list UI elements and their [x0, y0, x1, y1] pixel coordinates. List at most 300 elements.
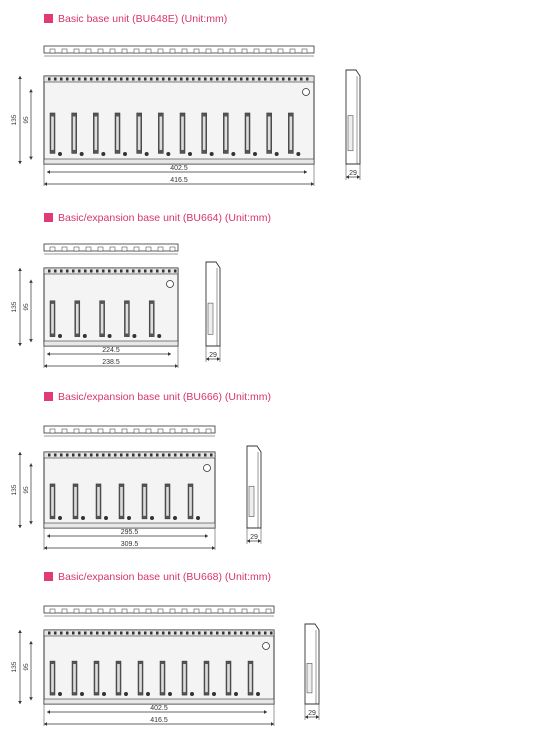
pin [120, 632, 123, 635]
rail-notch [182, 609, 187, 613]
rail-notch [98, 609, 103, 613]
title-text: Basic/expansion base unit (BU666) (Unit:mm) [58, 391, 272, 403]
front-view-body [44, 268, 178, 346]
slot-connector-pins [161, 664, 164, 692]
slot-connector-pins [76, 304, 79, 334]
pin [150, 454, 153, 457]
pin [108, 632, 111, 635]
title-square-icon [44, 14, 53, 23]
pin [210, 632, 213, 635]
pin [168, 454, 171, 457]
pin [144, 78, 147, 81]
pin [246, 78, 249, 81]
pin [240, 78, 243, 81]
pin [48, 454, 51, 457]
slot-connector-pins [95, 664, 98, 692]
pin [120, 454, 123, 457]
rail-notch [206, 609, 211, 613]
slot-screw [127, 516, 131, 520]
width-outer-dim-arrow-end [212, 546, 215, 550]
width-inner-label: 224.5 [102, 347, 120, 354]
slot-connector-pins [268, 116, 271, 149]
front-bottom-strip [44, 159, 314, 164]
rail-notch [62, 609, 67, 613]
pin [126, 270, 129, 273]
section-title-bu666 [44, 391, 271, 403]
top-view-rail [44, 46, 314, 53]
title-square-icon [44, 213, 53, 222]
rail-notch [50, 247, 55, 251]
rail-notch [158, 247, 163, 251]
rail-notch [194, 49, 199, 53]
depth-label: 29 [349, 170, 357, 177]
slot-connector-pins [116, 116, 119, 149]
rail-notch [62, 429, 67, 433]
height-inner-label: 95 [23, 116, 30, 124]
pin [252, 78, 255, 81]
rail-notch [50, 609, 55, 613]
pin [222, 78, 225, 81]
slot-screw [58, 516, 62, 520]
depth-label: 29 [209, 352, 217, 359]
pin [96, 454, 99, 457]
pin [72, 270, 75, 273]
slot-connector-pins [181, 116, 184, 149]
pin [78, 454, 81, 457]
rail-notch [122, 429, 127, 433]
pin [84, 632, 87, 635]
title-text: Basic base unit (BU648E) (Unit:mm) [58, 13, 228, 25]
rail-notch [134, 49, 139, 53]
pin [288, 78, 291, 81]
section-title-bu664 [44, 212, 271, 224]
height-outer-dim-arrow-end [18, 343, 22, 346]
slot-connector-pins [183, 664, 186, 692]
pin [114, 632, 117, 635]
rail-notch [170, 429, 175, 433]
slot-connector-pins [74, 487, 77, 516]
pin [126, 632, 129, 635]
slot-connector-pins [290, 116, 293, 149]
slot-connector-pins [227, 664, 230, 692]
width-outer-dim-arrow-start [44, 722, 47, 726]
rail-notch [134, 429, 139, 433]
height-outer-label: 135 [11, 301, 18, 313]
title-square-icon [44, 572, 53, 581]
slot-screw [124, 692, 128, 696]
slot-screw [296, 152, 300, 156]
height-outer-dim-arrow-start [18, 76, 22, 79]
pin [264, 632, 267, 635]
front-bottom-strip [44, 699, 274, 704]
pin [252, 632, 255, 635]
side-view-connector [348, 116, 353, 151]
pin [270, 632, 273, 635]
pin [216, 78, 219, 81]
height-inner-dim-arrow-start [29, 280, 33, 283]
slot-screw [234, 692, 238, 696]
pin [114, 78, 117, 81]
pin [138, 632, 141, 635]
pin [210, 78, 213, 81]
height-inner-dim-arrow-end [29, 339, 33, 342]
rail-notch [74, 49, 79, 53]
pin [174, 632, 177, 635]
pin [294, 78, 297, 81]
width-outer-dim-arrow-start [44, 182, 47, 186]
rail-notch [302, 49, 307, 53]
pin [120, 270, 123, 273]
slot-screw [58, 152, 62, 156]
pin [174, 454, 177, 457]
height-outer-label: 135 [11, 114, 18, 126]
rail-notch [242, 49, 247, 53]
width-outer-dim-arrow-start [44, 364, 47, 368]
height-inner-dim-arrow-start [29, 641, 33, 644]
slot-screw [58, 692, 62, 696]
pin [90, 78, 93, 81]
rail-notch [218, 49, 223, 53]
drawing-bu648e [0, 40, 537, 200]
rail-notch [242, 609, 247, 613]
pin [120, 78, 123, 81]
pin [192, 78, 195, 81]
rail-notch [122, 247, 127, 251]
rail-notch [74, 429, 79, 433]
pin [132, 270, 135, 273]
depth-label: 29 [308, 710, 316, 717]
width-outer-label: 416.5 [170, 177, 188, 184]
slot-screw [80, 692, 84, 696]
width-outer-dim-arrow-end [311, 182, 314, 186]
pin [78, 632, 81, 635]
pin [168, 270, 171, 273]
rail-notch [254, 49, 259, 53]
pin [78, 78, 81, 81]
slot-connector-pins [166, 487, 169, 516]
pin [174, 78, 177, 81]
height-outer-dim-arrow-start [18, 630, 22, 633]
mounting-hole [167, 281, 174, 288]
pin [132, 632, 135, 635]
pin [180, 78, 183, 81]
pin [60, 270, 63, 273]
width-inner-dim-arrow-start [47, 710, 50, 714]
pin [48, 78, 51, 81]
pin [102, 270, 105, 273]
slot-connector-pins [73, 116, 76, 149]
pin [54, 454, 57, 457]
pin [282, 78, 285, 81]
slot-connector-pins [225, 116, 228, 149]
width-outer-dim-arrow-end [271, 722, 274, 726]
drawing-bu668 [0, 600, 537, 740]
pin [150, 270, 153, 273]
slot-connector-pins [73, 664, 76, 692]
pin [156, 632, 159, 635]
width-outer-dim-arrow-end [175, 364, 178, 368]
pin [96, 78, 99, 81]
pin [66, 78, 69, 81]
slot-screw [166, 152, 170, 156]
rail-notch [134, 609, 139, 613]
pin [228, 632, 231, 635]
rail-notch [86, 49, 91, 53]
pin [108, 454, 111, 457]
pin [168, 78, 171, 81]
depth-dim-arrow-end [357, 175, 360, 179]
pin [162, 454, 165, 457]
pin [66, 632, 69, 635]
height-outer-dim-arrow-end [18, 525, 22, 528]
rail-notch [182, 429, 187, 433]
pin [90, 632, 93, 635]
pin [222, 632, 225, 635]
pin [186, 454, 189, 457]
width-outer-dim-arrow-start [44, 546, 47, 550]
width-inner-dim-arrow-end [168, 352, 171, 356]
front-view-body [44, 76, 314, 164]
pin [186, 632, 189, 635]
rail-notch [134, 247, 139, 251]
rail-notch [98, 49, 103, 53]
rail-notch [50, 49, 55, 53]
width-inner-dim-arrow-start [47, 352, 50, 356]
rail-notch [146, 609, 151, 613]
pin [204, 454, 207, 457]
pin [270, 78, 273, 81]
title-square-icon [44, 392, 53, 401]
rail-notch [98, 429, 103, 433]
rail-notch [146, 49, 151, 53]
pin [150, 632, 153, 635]
height-inner-dim-arrow-end [29, 157, 33, 160]
rail-notch [122, 49, 127, 53]
pin [132, 454, 135, 457]
slot-screw [168, 692, 172, 696]
pin [210, 454, 213, 457]
slot-screw [275, 152, 279, 156]
front-top-connector-strip [44, 452, 215, 458]
pin [132, 78, 135, 81]
height-outer-dim-arrow-end [18, 161, 22, 164]
pin [102, 78, 105, 81]
slot-screw [231, 152, 235, 156]
slot-screw [101, 152, 105, 156]
drawing-bu666 [0, 420, 537, 560]
slot-connector-pins [203, 116, 206, 149]
rail-notch [170, 609, 175, 613]
pin [156, 270, 159, 273]
front-bottom-strip [44, 523, 215, 528]
pin [150, 78, 153, 81]
width-outer-label: 416.5 [150, 717, 168, 724]
height-inner-dim-arrow-end [29, 521, 33, 524]
pin [90, 270, 93, 273]
slot-screw [256, 692, 260, 696]
drawing-bu664 [0, 240, 537, 380]
rail-notch [110, 49, 115, 53]
pin [102, 454, 105, 457]
height-inner-dim-arrow-start [29, 463, 33, 466]
pin [162, 78, 165, 81]
slot-connector-pins [205, 664, 208, 692]
rail-notch [230, 49, 235, 53]
rail-notch [278, 49, 283, 53]
slot-connector-pins [246, 116, 249, 149]
slot-connector-pins [51, 664, 54, 692]
slot-screw [102, 692, 106, 696]
pin [216, 632, 219, 635]
height-inner-label: 95 [23, 303, 30, 311]
rail-notch [254, 609, 259, 613]
pin [126, 454, 129, 457]
slot-connector-pins [120, 487, 123, 516]
height-inner-dim-arrow-end [29, 697, 33, 700]
slot-connector-pins [97, 487, 100, 516]
slot-screw [104, 516, 108, 520]
rail-notch [158, 429, 163, 433]
slot-screw [157, 334, 161, 338]
title-text: Basic/expansion base unit (BU664) (Unit:mm) [58, 212, 272, 224]
width-inner-label: 402.5 [170, 165, 188, 172]
rail-notch [194, 609, 199, 613]
pin [138, 78, 141, 81]
slot-connector-pins [249, 664, 252, 692]
width-inner-dim-arrow-end [264, 710, 267, 714]
pin [66, 270, 69, 273]
mounting-hole [204, 465, 211, 472]
rail-notch [62, 247, 67, 251]
section-title-bu668 [44, 571, 271, 583]
rail-notch [206, 429, 211, 433]
slot-connector-pins [139, 664, 142, 692]
rail-notch [98, 247, 103, 251]
slot-connector-pins [51, 116, 54, 149]
pin [114, 454, 117, 457]
pin [198, 632, 201, 635]
rail-notch [218, 609, 223, 613]
rail-notch [230, 609, 235, 613]
slot-connector-pins [138, 116, 141, 149]
pin [54, 78, 57, 81]
pin [60, 454, 63, 457]
rail-notch [158, 49, 163, 53]
pin [108, 78, 111, 81]
title-text: Basic/expansion base unit (BU668) (Unit:mm) [58, 571, 272, 583]
rail-notch [86, 247, 91, 251]
rail-notch [110, 247, 115, 251]
slot-screw [196, 516, 200, 520]
slot-screw [173, 516, 177, 520]
pin [78, 270, 81, 273]
pin [138, 270, 141, 273]
pin [300, 78, 303, 81]
pin [168, 632, 171, 635]
pin [114, 270, 117, 273]
slot-screw [123, 152, 127, 156]
pin [174, 270, 177, 273]
slot-screw [81, 516, 85, 520]
front-bottom-strip [44, 341, 178, 346]
slot-screw [190, 692, 194, 696]
pin [186, 78, 189, 81]
pin [138, 454, 141, 457]
slot-screw [212, 692, 216, 696]
pin [60, 78, 63, 81]
rail-notch [206, 49, 211, 53]
pin [144, 454, 147, 457]
slot-screw [83, 334, 87, 338]
pin [60, 632, 63, 635]
slot-screw [58, 334, 62, 338]
rail-notch [266, 49, 271, 53]
pin [162, 632, 165, 635]
pin [84, 78, 87, 81]
rail-notch [182, 49, 187, 53]
pin [228, 78, 231, 81]
section-title-bu648e [44, 13, 227, 25]
pin [240, 632, 243, 635]
slot-connector-pins [126, 304, 129, 334]
width-outer-label: 238.5 [102, 359, 120, 366]
rail-notch [86, 609, 91, 613]
width-inner-dim-arrow-start [47, 170, 50, 174]
side-view-connector [249, 486, 254, 516]
pin [72, 454, 75, 457]
pin [48, 270, 51, 273]
rail-notch [62, 49, 67, 53]
slot-connector-pins [51, 304, 54, 334]
slot-screw [145, 152, 149, 156]
height-outer-label: 135 [11, 661, 18, 673]
pin [276, 78, 279, 81]
pin [156, 454, 159, 457]
slot-connector-pins [117, 664, 120, 692]
depth-dim-arrow-end [316, 715, 319, 719]
rail-notch [266, 609, 271, 613]
pin [264, 78, 267, 81]
pin [258, 78, 261, 81]
rail-notch [194, 429, 199, 433]
pin [54, 270, 57, 273]
pin [234, 78, 237, 81]
rail-notch [158, 609, 163, 613]
rail-notch [110, 609, 115, 613]
pin [258, 632, 261, 635]
pin [306, 78, 309, 81]
rail-notch [86, 429, 91, 433]
pin [192, 454, 195, 457]
pin [108, 270, 111, 273]
top-view-rail [44, 426, 215, 433]
height-inner-label: 95 [23, 486, 30, 494]
rail-notch [50, 429, 55, 433]
depth-label: 29 [250, 534, 258, 541]
pin [126, 78, 129, 81]
depth-dim-arrow-end [217, 357, 220, 361]
height-outer-dim-arrow-start [18, 452, 22, 455]
slot-connector-pins [101, 304, 104, 334]
width-outer-label: 309.5 [120, 541, 139, 548]
rail-notch [110, 429, 115, 433]
front-view-body [44, 630, 274, 704]
pin [162, 270, 165, 273]
pin [180, 454, 183, 457]
rail-notch [170, 49, 175, 53]
pin [84, 270, 87, 273]
rail-notch [122, 609, 127, 613]
